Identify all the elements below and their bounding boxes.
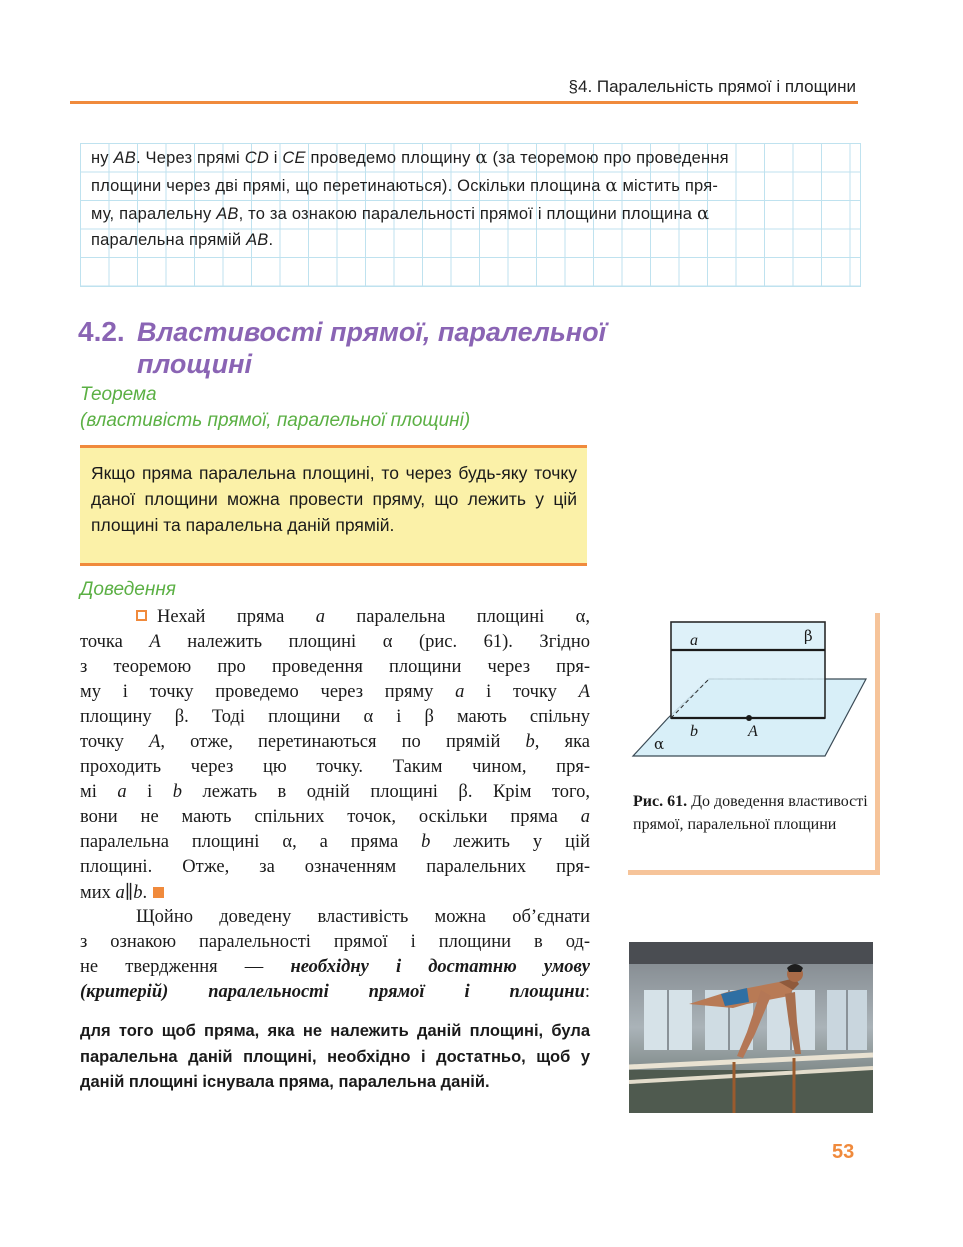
text: . Крім того, <box>467 782 590 802</box>
figure-diagram <box>628 613 878 788</box>
text: лежать в одній площині <box>182 782 459 802</box>
text: (рис. 61). Згідно <box>392 632 590 652</box>
paragraph-line: Щойно доведену властивість можна об’єднати <box>136 907 590 927</box>
theorem-label: Теорема <box>80 384 157 405</box>
math-symbol: α <box>696 203 710 224</box>
math-symbol: β <box>424 707 434 727</box>
text: . <box>268 231 274 249</box>
math-symbol: A <box>149 732 161 752</box>
text: точку <box>80 732 150 752</box>
text: площини через дві прямі, що перетинаються). Оскільки площина <box>91 177 606 195</box>
proof-label: Доведення <box>80 579 176 600</box>
math-symbol: α <box>475 147 488 168</box>
math-symbol: A <box>578 682 590 702</box>
paragraph-line <box>80 982 590 1003</box>
text: мі <box>80 782 118 802</box>
theorem-box <box>80 445 587 566</box>
math-symbol: a <box>455 682 465 702</box>
text: , яка <box>534 732 590 752</box>
text: вони не мають спільних точок, оскільки пряма <box>80 807 581 827</box>
text: Нехай пряма <box>157 607 316 627</box>
proof-line <box>80 832 590 853</box>
theorem-subtitle: (властивість прямої, паралельної площині) <box>80 410 471 431</box>
text: з теоремою про проведення площини через пря- <box>80 657 590 677</box>
proof-line <box>80 707 590 728</box>
math-symbol: α <box>382 632 393 652</box>
text: точка <box>80 632 150 652</box>
text: , а пряма <box>292 832 422 852</box>
math-symbol: CE <box>282 149 306 167</box>
text: і <box>126 782 173 802</box>
proof-line <box>80 732 590 753</box>
math-symbol: α <box>282 832 293 852</box>
paragraph-line: з ознакою паралельності прямої і площини в од- <box>80 932 590 952</box>
text: : <box>584 982 590 1002</box>
proof-line <box>80 807 590 828</box>
math-symbol: α <box>575 607 586 627</box>
text: . Через прямі <box>135 149 245 167</box>
text: ну <box>91 149 114 167</box>
math-symbol: a <box>580 807 590 827</box>
math-symbol: α <box>363 707 374 727</box>
label-beta: β <box>804 627 813 645</box>
grid-note-line <box>91 147 729 168</box>
text: не твердження — <box>80 957 291 977</box>
proof-line <box>80 782 590 803</box>
proof-line <box>80 857 590 878</box>
theorem-text: Якщо пряма паралельна площині, то через будь-яку точку даної площини можна провести пряму, що лежить у цій площині та паралельна даній прямій. <box>91 463 577 535</box>
math-symbol: b <box>172 782 183 802</box>
caption-label: Рис. 61. <box>633 793 688 810</box>
proof-line <box>80 682 590 703</box>
text: площині. Отже, за означенням паралельних пря- <box>80 857 590 877</box>
text: , то за ознакою паралельності прямої і площини площина <box>238 205 697 223</box>
running-header: §4. Паралельність прямої і площини <box>568 77 856 96</box>
text: мають спільну <box>433 707 590 727</box>
math-symbol: b <box>525 732 535 752</box>
math-symbol: AB <box>216 205 239 223</box>
grid-note <box>80 143 861 287</box>
grid-note-line <box>91 203 709 224</box>
math-symbol: a <box>115 883 125 903</box>
emphasis-text: (критерій) паралельності прямої і площини <box>80 982 585 1002</box>
text: паралельна площині <box>324 607 576 627</box>
text: му, паралельну <box>91 205 217 223</box>
text: . <box>142 883 148 903</box>
proof-line <box>80 632 590 653</box>
proof-line <box>80 882 590 904</box>
label-alpha: α <box>654 735 665 753</box>
text: (за теоремою про проведення <box>487 149 729 167</box>
text: площину <box>80 707 175 727</box>
point-A <box>746 715 752 721</box>
paragraph-line <box>80 957 590 978</box>
math-symbol: β <box>174 707 185 727</box>
caption-text: До доведення властивості прямої, паралельної площини <box>633 793 868 833</box>
text: мих <box>80 883 116 903</box>
gymnast-photo <box>629 942 873 1113</box>
figure-61 <box>628 613 880 875</box>
math-symbol: β <box>458 782 468 802</box>
text: і <box>268 149 283 167</box>
text: му і точку проведемо через пряму <box>80 682 456 702</box>
text: і <box>373 707 425 727</box>
text: містить пря- <box>617 177 719 195</box>
text: , <box>585 607 590 627</box>
math-symbol: ∥ <box>124 883 134 903</box>
math-symbol: CD <box>244 149 269 167</box>
figure-caption <box>633 790 873 836</box>
header-rule <box>70 101 858 104</box>
label-A: A <box>748 723 758 740</box>
section-number: 4.2. <box>78 316 125 347</box>
text: , отже, перетинаються по прямій <box>160 732 526 752</box>
math-symbol: b <box>133 883 143 903</box>
text: паралельна площині <box>80 832 283 852</box>
math-symbol: AB <box>113 149 136 167</box>
label-a: a <box>690 632 698 649</box>
math-symbol: a <box>315 607 325 627</box>
emphasis-text: необхідну і достатню умову <box>290 957 590 977</box>
criterion-text: для того щоб пряма, яка не належить даній площині, була паралельна даній площині, необхідно і достатньо, щоб у даній площині існувала пряма, паралельна даній. <box>80 1022 590 1091</box>
proof-line <box>80 757 590 778</box>
page-number: 53 <box>832 1141 855 1163</box>
proof-line <box>80 657 590 678</box>
text: належить площині <box>160 632 383 652</box>
label-b: b <box>690 723 698 740</box>
math-symbol: a <box>117 782 127 802</box>
math-symbol: A <box>149 632 161 652</box>
grid-note-line <box>91 175 718 196</box>
text: лежить у цій <box>430 832 590 852</box>
math-symbol: AB <box>246 231 269 249</box>
section-title: Властивості прямої, паралельної площині <box>137 317 607 379</box>
grid-note-line <box>91 231 273 250</box>
math-symbol: α <box>605 175 618 196</box>
text: . Тоді площини <box>184 707 364 727</box>
text: проходить через цю точку. Таким чином, пря- <box>80 757 590 777</box>
math-symbol: b <box>421 832 431 852</box>
proof-start-square-icon <box>136 610 147 621</box>
proof-line <box>80 607 590 628</box>
text: проведемо площину <box>305 149 476 167</box>
text: паралельна прямій <box>91 231 247 249</box>
text: і точку <box>464 682 579 702</box>
proof-end-square-icon <box>153 887 164 898</box>
